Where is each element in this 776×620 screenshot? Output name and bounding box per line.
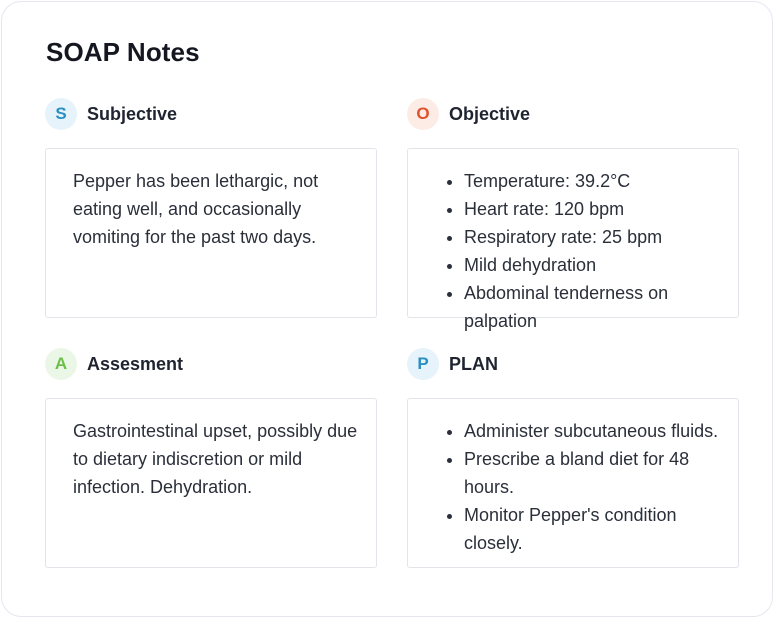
assessment-header — [45, 347, 183, 381]
objective-item: • Heart rate: 120 bpm — [464, 195, 720, 223]
plan-text-box[interactable] — [407, 398, 739, 568]
objective-badge-icon: O — [407, 98, 439, 130]
objective-item: • Mild dehydration — [464, 251, 720, 279]
plan-list — [436, 417, 720, 557]
plan-label: PLAN — [449, 353, 498, 374]
objective-item: • Abdominal tenderness on palpation — [464, 279, 720, 335]
plan-header — [407, 347, 498, 381]
assessment-badge-icon: A — [45, 348, 77, 380]
objective-list — [436, 167, 720, 335]
assessment-text-box[interactable] — [45, 398, 377, 568]
objective-label: Objective — [449, 103, 531, 124]
subjective-text: Pepper has been lethargic, not eating well, and occasionally vomiting for the past two days. — [73, 171, 319, 247]
objective-item: • Temperature: 39.2°C — [464, 167, 720, 195]
subjective-badge-icon: S — [45, 98, 77, 130]
plan-badge-icon: P — [407, 348, 439, 380]
objective-text-box[interactable] — [407, 148, 739, 331]
plan-item: • Prescribe a bland diet for 48 hours. — [464, 445, 720, 501]
objective-item: • Respiratory rate: 25 bpm — [464, 223, 720, 251]
assessment-text: Gastrointestinal upset, possibly due to dietary indiscretion or mild infection. Dehydration. — [73, 421, 358, 497]
plan-item: • Administer subcutaneous fluids. — [464, 417, 720, 445]
subjective-header — [45, 97, 177, 131]
plan-item: • Monitor Pepper's condition closely. — [464, 501, 720, 557]
soap-notes-card — [1, 1, 773, 617]
subjective-text-box[interactable] — [45, 148, 377, 318]
page-title: SOAP Notes — [46, 37, 200, 67]
assessment-label: Assesment — [87, 353, 184, 374]
objective-header — [407, 97, 530, 131]
subjective-label: Subjective — [87, 103, 178, 124]
